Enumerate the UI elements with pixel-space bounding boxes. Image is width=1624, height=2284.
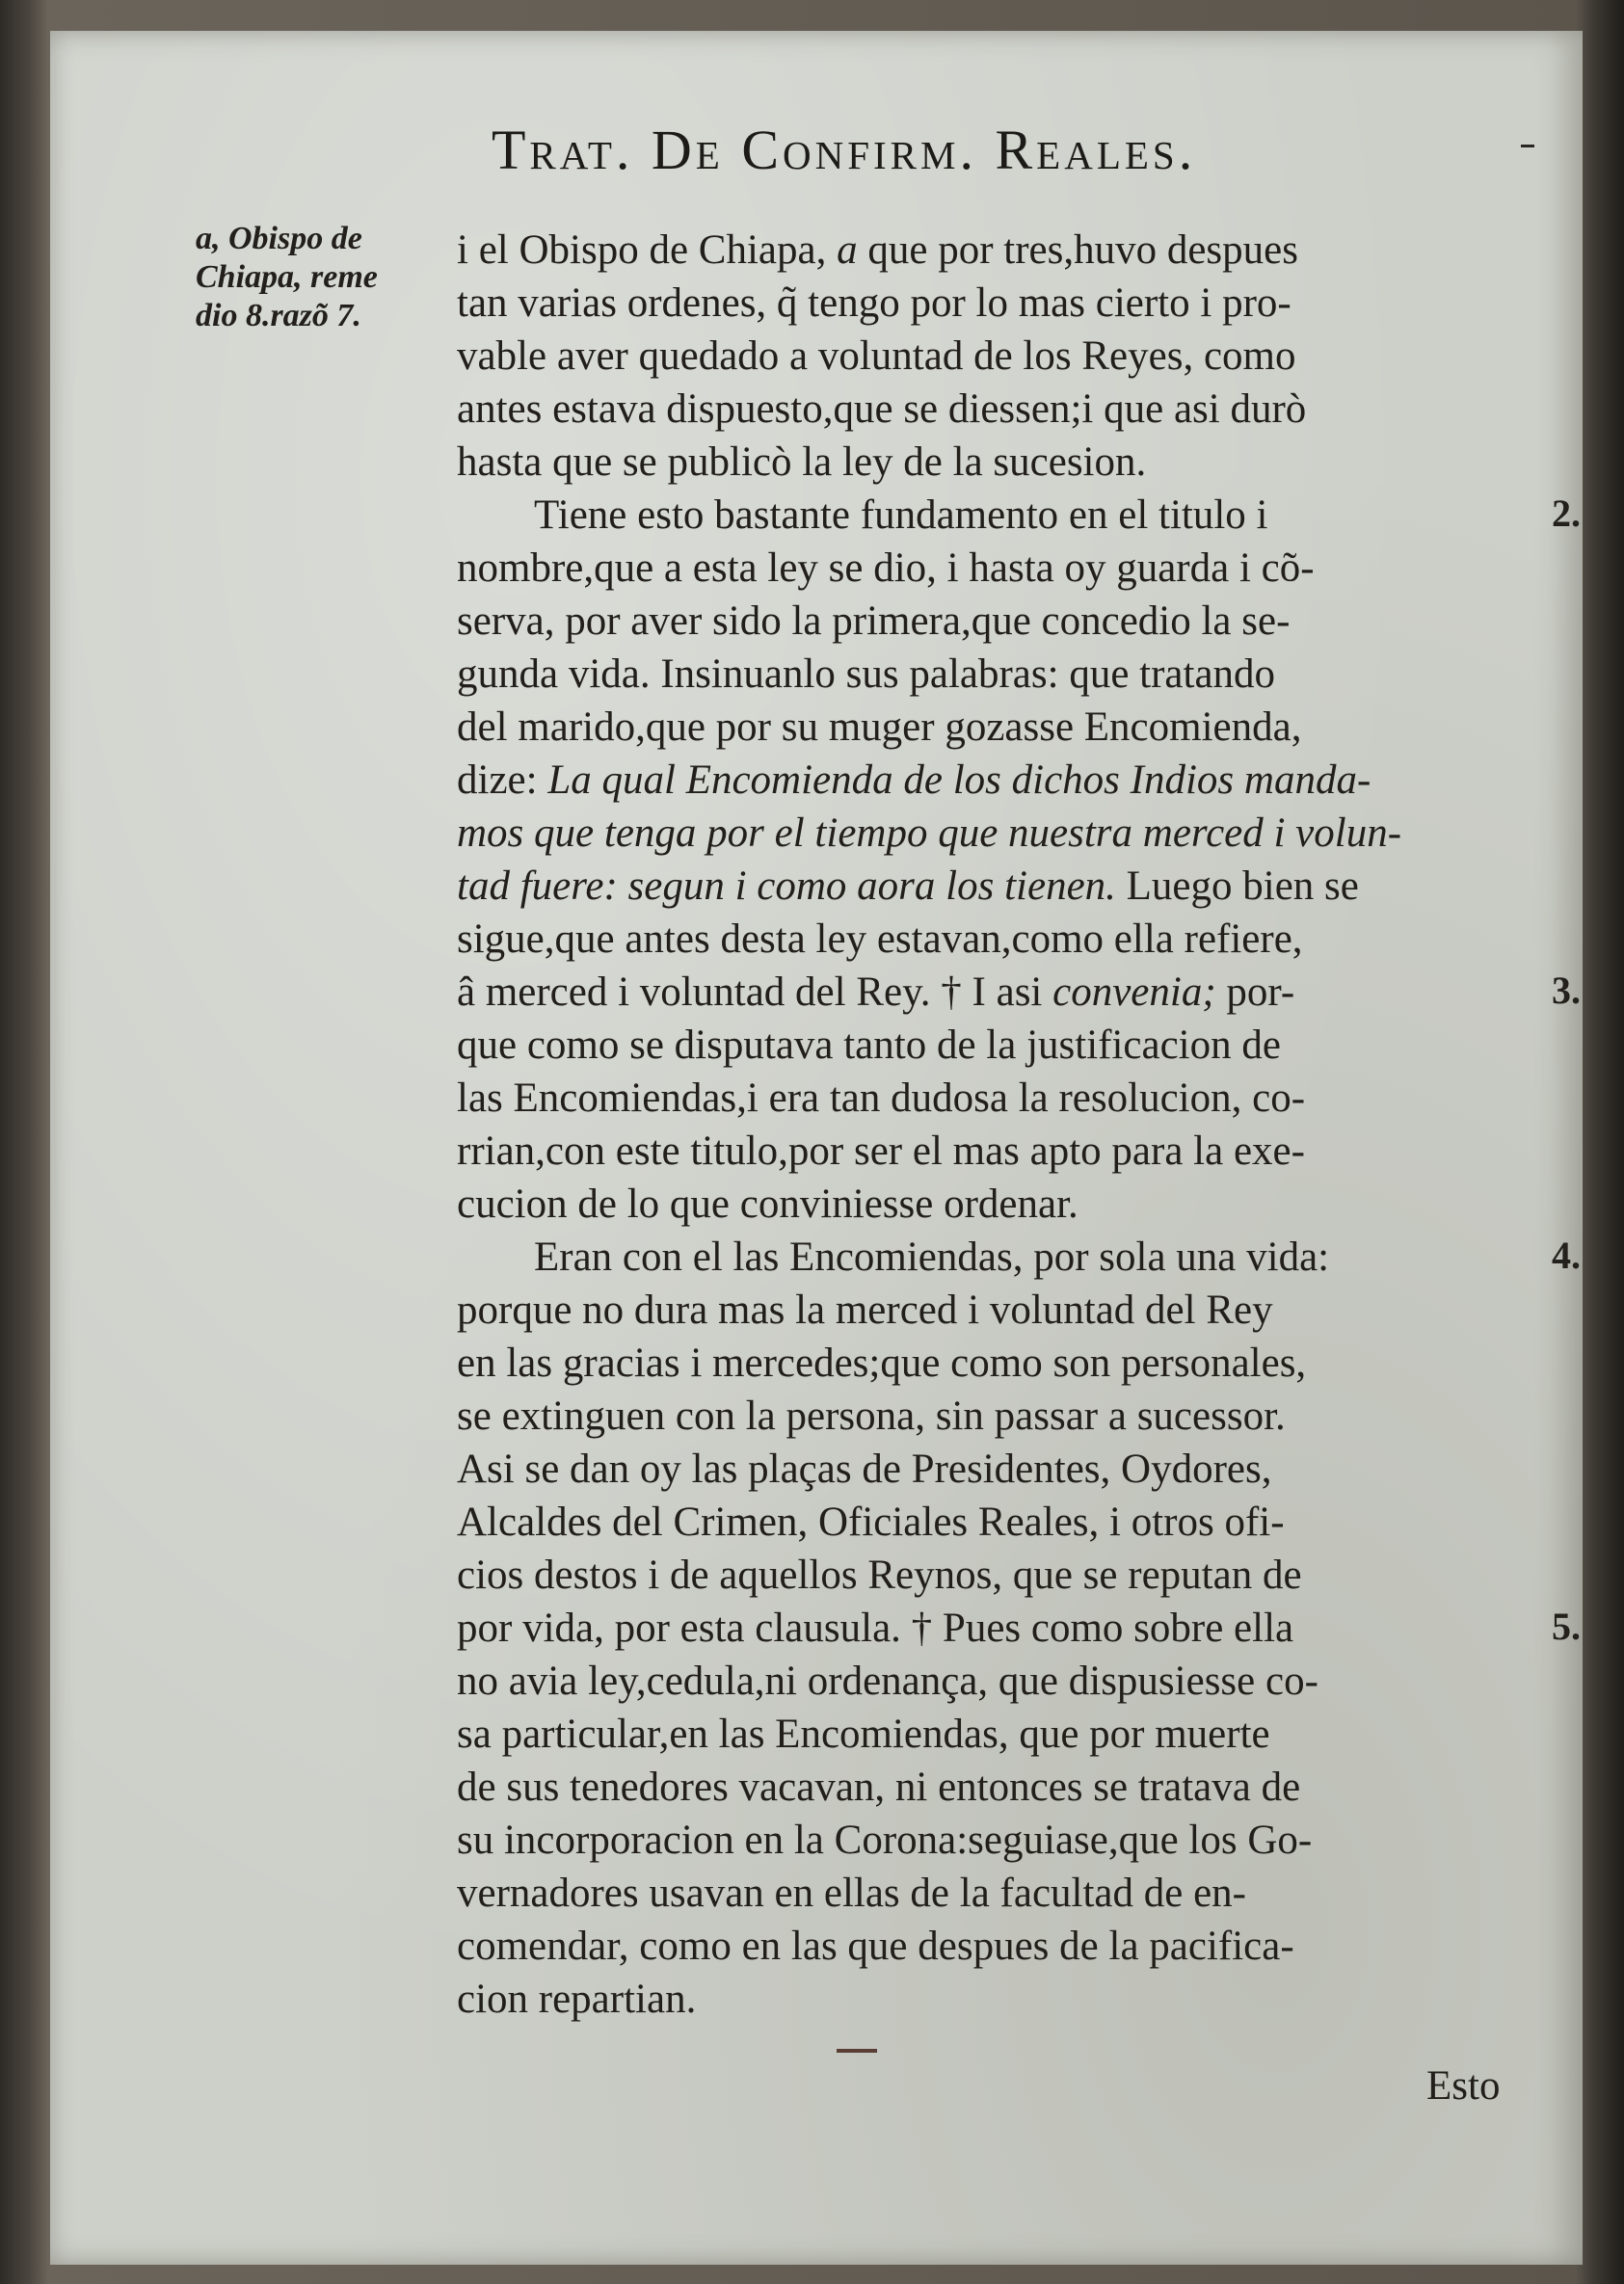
italic-segment: tad fuere: segun i como aora los tienen. bbox=[457, 863, 1116, 909]
text-segment: â merced i voluntad del Rey. † I asi bbox=[457, 969, 1053, 1015]
text-line bbox=[457, 1602, 1527, 1655]
text-segment: cion repartian. bbox=[457, 1977, 697, 2022]
margin-number: 4. bbox=[1552, 1234, 1581, 1277]
header-dash bbox=[1521, 145, 1534, 147]
text-segment: cucion de lo que conviniesse ordenar. bbox=[457, 1182, 1078, 1227]
text-segment: Alcaldes del Crimen, Oficiales Reales, i otros ofi- bbox=[457, 1500, 1285, 1545]
text-segment: rrian,con este titulo,por ser el mas apto para la exe- bbox=[457, 1129, 1305, 1174]
text-segment: por vida, por esta clausula. † Pues como sobre ella bbox=[457, 1606, 1294, 1651]
text-segment: del marido,que por su muger gozasse Encomienda, bbox=[457, 704, 1302, 750]
text-line bbox=[457, 701, 1527, 754]
text-line bbox=[457, 1708, 1527, 1761]
text-segment: que por tres,huvo despues bbox=[857, 227, 1298, 273]
text-line bbox=[457, 807, 1527, 860]
text-line bbox=[457, 860, 1527, 913]
margin-number: 5. bbox=[1552, 1605, 1581, 1648]
text-segment: de sus tenedores vacavan, ni entonces se tratava de bbox=[457, 1765, 1301, 1810]
text-line bbox=[457, 1655, 1527, 1708]
margin-note-line: Chiapa, reme bbox=[196, 259, 378, 295]
text-line bbox=[457, 1390, 1527, 1443]
text-segment: Asi se dan oy las plaças de Presidentes, Oydores, bbox=[457, 1447, 1272, 1492]
text-segment: dize: bbox=[457, 757, 548, 803]
text-line bbox=[457, 1072, 1527, 1125]
text-line bbox=[457, 330, 1527, 383]
text-line bbox=[457, 1496, 1527, 1549]
text-segment: su incorporacion en la Corona:seguiase,que los Go- bbox=[457, 1818, 1313, 1863]
text-segment: tan varias ordenes, q̃ tengo por lo mas cierto i pro- bbox=[457, 280, 1291, 326]
text-line bbox=[457, 1231, 1527, 1284]
text-line bbox=[457, 648, 1527, 701]
text-line bbox=[457, 1337, 1527, 1390]
running-header: Trat. De Confirm. Reales. bbox=[492, 119, 1197, 181]
text-line bbox=[457, 1549, 1527, 1602]
text-line bbox=[457, 1814, 1527, 1867]
text-segment: sigue,que antes desta ley estavan,como ella refiere, bbox=[457, 916, 1303, 962]
margin-number: 2. bbox=[1552, 491, 1581, 535]
text-segment: se extinguen con la persona, sin passar a sucessor. bbox=[457, 1394, 1286, 1439]
text-line bbox=[457, 383, 1527, 436]
text-segment: Luego bien se bbox=[1115, 863, 1359, 909]
text-segment: serva, por aver sido la primera,que concedio la se- bbox=[457, 598, 1291, 644]
text-segment: vable aver quedado a voluntad de los Reyes, como bbox=[457, 333, 1296, 379]
text-segment: por- bbox=[1215, 969, 1295, 1015]
text-segment: antes estava dispuesto,que se diessen;i que asi durò bbox=[457, 386, 1307, 432]
text-segment: comendar, como en las que despues de la pacifica- bbox=[457, 1924, 1294, 1969]
text-line bbox=[457, 436, 1527, 489]
catchword: Esto bbox=[1426, 2063, 1501, 2109]
text-line bbox=[457, 1867, 1527, 1920]
text-line bbox=[457, 1178, 1527, 1231]
text-line bbox=[457, 277, 1527, 330]
text-segment: sa particular,en las Encomiendas, que por muerte bbox=[457, 1712, 1270, 1757]
text-line bbox=[457, 1920, 1527, 1973]
end-rule bbox=[837, 2049, 877, 2053]
text-segment: vernadores usavan en ellas de la facultad de en- bbox=[457, 1871, 1246, 1916]
margin-note-line: dio 8.razõ 7. bbox=[196, 298, 361, 333]
margin-note bbox=[196, 220, 456, 335]
text-segment: las Encomiendas,i era tan dudosa la resolucion, co- bbox=[457, 1076, 1306, 1121]
text-line bbox=[457, 542, 1527, 595]
text-line bbox=[457, 224, 1527, 277]
text-line bbox=[457, 1284, 1527, 1337]
text-segment: porque no dura mas la merced i voluntad del Rey bbox=[457, 1288, 1273, 1333]
italic-segment: a bbox=[837, 227, 858, 273]
text-segment: que como se disputava tanto de la justificacion de bbox=[457, 1022, 1281, 1068]
text-line bbox=[457, 1973, 1527, 2026]
text-segment: nombre,que a esta ley se dio, i hasta oy guarda i cõ- bbox=[457, 545, 1315, 591]
text-segment: cios destos i de aquellos Reynos, que se reputan de bbox=[457, 1553, 1302, 1598]
text-line bbox=[457, 1019, 1527, 1072]
italic-segment: mos que tenga por el tiempo que nuestra merced i volun- bbox=[457, 810, 1402, 856]
italic-segment: convenia; bbox=[1052, 969, 1216, 1015]
text-line bbox=[457, 1125, 1527, 1178]
text-segment: gunda vida. Insinuanlo sus palabras: que tratando bbox=[457, 651, 1276, 697]
text-line bbox=[457, 595, 1527, 648]
text-line bbox=[457, 1761, 1527, 1814]
text-segment: i el Obispo de Chiapa, bbox=[457, 227, 838, 273]
text-line bbox=[457, 966, 1527, 1019]
text-line bbox=[457, 1443, 1527, 1496]
text-segment: no avia ley,cedula,ni ordenança, que dispusiesse co- bbox=[457, 1659, 1318, 1704]
body-text bbox=[457, 224, 1527, 2026]
italic-segment: La qual Encomienda de los dichos Indios manda- bbox=[547, 757, 1371, 803]
text-segment: hasta que se publicò la ley de la sucesion. bbox=[457, 439, 1147, 485]
text-segment: Eran con el las Encomiendas, por sola una vida: bbox=[534, 1235, 1330, 1280]
text-segment: en las gracias i mercedes;que como son personales, bbox=[457, 1341, 1307, 1386]
text-segment: Tiene esto bastante fundamento en el titulo i bbox=[534, 492, 1268, 538]
text-line bbox=[457, 913, 1527, 966]
margin-number: 3. bbox=[1552, 969, 1581, 1012]
text-line bbox=[457, 754, 1527, 807]
text-line bbox=[457, 489, 1527, 542]
margin-note-line: a, Obispo de bbox=[196, 221, 362, 256]
